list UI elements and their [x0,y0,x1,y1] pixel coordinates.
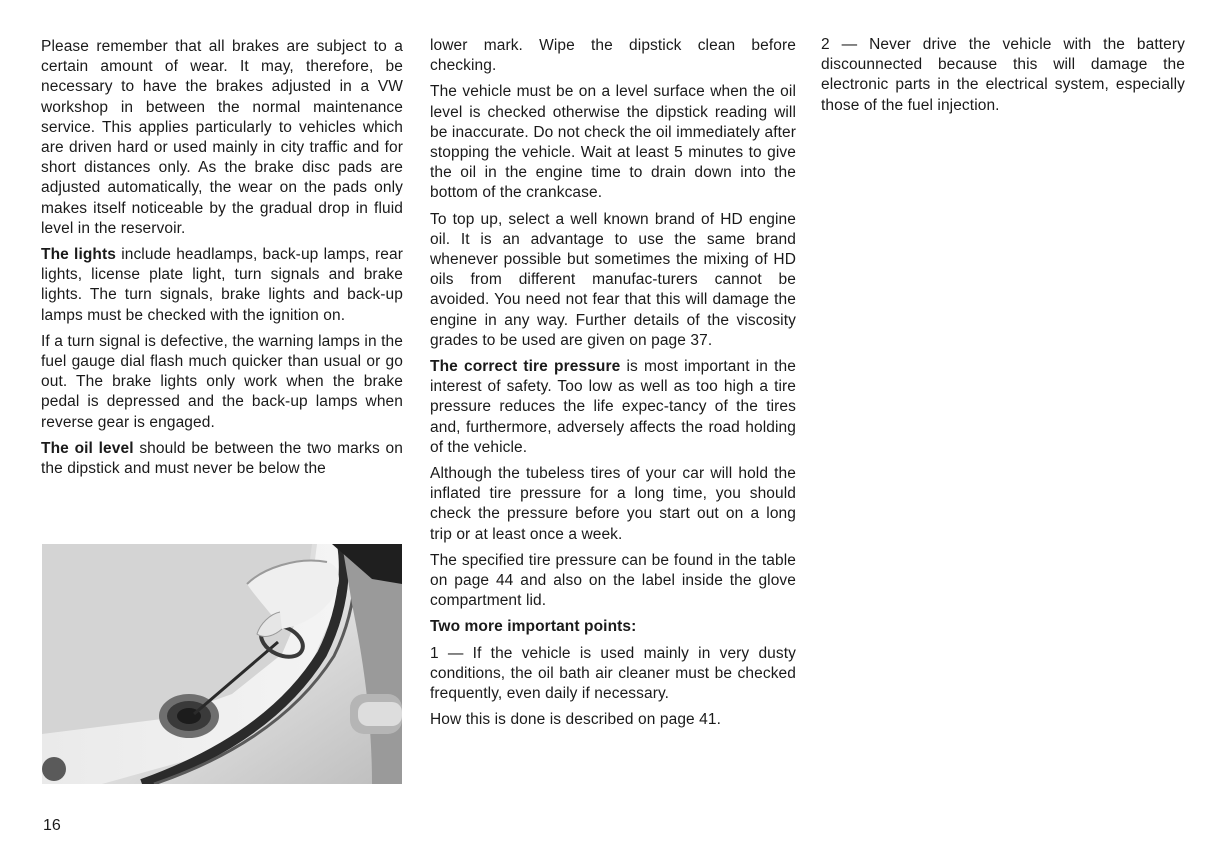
text-oil-level: should be between the two marks on the dipstick and must never be below the [41,439,403,478]
dipstick-photo [42,544,402,784]
text-lights: include headlamps, back-up lamps, rear lights, license plate light, turn signals and brake lights. The turn signals, brake lights and back-up lamps must be checked with the ignition on. [41,246,404,324]
text-tire-pressure: is most important in the interest of safety. Too low as well as too high a tire pressure reduces the life expec-tancy of the tires and, furthermore, adversely affects the road holding of the vehicle. [430,358,796,456]
paragraph-tubeless-tires: Although the tubeless tires of your car will hold the inflated tire pressure for a long time, you should check the pressure before you start out on a long trip or at least once a week. [430,465,796,543]
page-number: 16 [43,817,61,834]
paragraph-top-up: To top up, select a well known brand of HD engine oil. It is an advantage to use the same brand whenever possible but sometimes the mixing of HD oils from different manufac-turers cannot be avoided. You need not fear that this will damage the engine in any way. Further details of the viscosity grades to be used are given on page 37. [430,210,796,349]
column-middle [430,36,796,737]
paragraph-wipe-dipstick: lower mark. Wipe the dipstick clean before checking. [430,37,796,75]
column-left [41,37,403,485]
lead-lights: The lights [41,246,116,264]
paragraph-level-surface: The vehicle must be on a level surface when the oil level is checked otherwise the dipstick reading will be inaccurate. Do not check the oil immediately after stopping the vehicle. Wait at least 5 minutes to give the oil in the engine time to drain down into the bottom of the crankcase. [430,83,796,202]
paragraph-tire-pressure [430,357,796,458]
paragraph-oil-level [41,439,403,479]
paragraph-brake-wear: Please remember that all brakes are subject to a certain amount of wear. It may, therefore, be necessary to have the brakes adjusted in a VW workshop in between the normal maintenance service. This applies particularly to vehicles which are driven hard or used mainly in city traffic and for short distances only. As the brake disc pads are adjusted automatically, the wear on the pads only makes itself noticeable by the gradual drop in fluid level in the reservoir. [41,38,403,237]
lead-oil-level: The oil level [41,439,134,457]
paragraph-lights [41,245,403,326]
paragraph-point-1: 1 — If the vehicle is used mainly in very dusty conditions, the oil bath air cleaner must be checked frequently, even daily if necessary. [430,644,796,703]
paragraph-specified-pressure: The specified tire pressure can be found in the table on page 44 and also on the label inside the glove compartment lid. [430,551,796,610]
lead-tire-pressure: The correct tire pressure [430,358,621,376]
paragraph-point-2: 2 — Never drive the vehicle with the battery discounnected because this will damage the electronic parts in the electrical system, especially those of the fuel injection. [821,36,1185,114]
heading-important-points: Two more important points: [430,618,637,636]
column-right [821,35,1185,122]
paragraph-turn-signal: If a turn signal is defective, the warning lamps in the fuel gauge dial flash much quicker than usual or go out. The brake lights only work when the brake pedal is depressed and the back-up lamps when reverse gear is engaged. [41,332,403,431]
paragraph-air-cleaner-ref: How this is done is described on page 41. [430,711,722,729]
